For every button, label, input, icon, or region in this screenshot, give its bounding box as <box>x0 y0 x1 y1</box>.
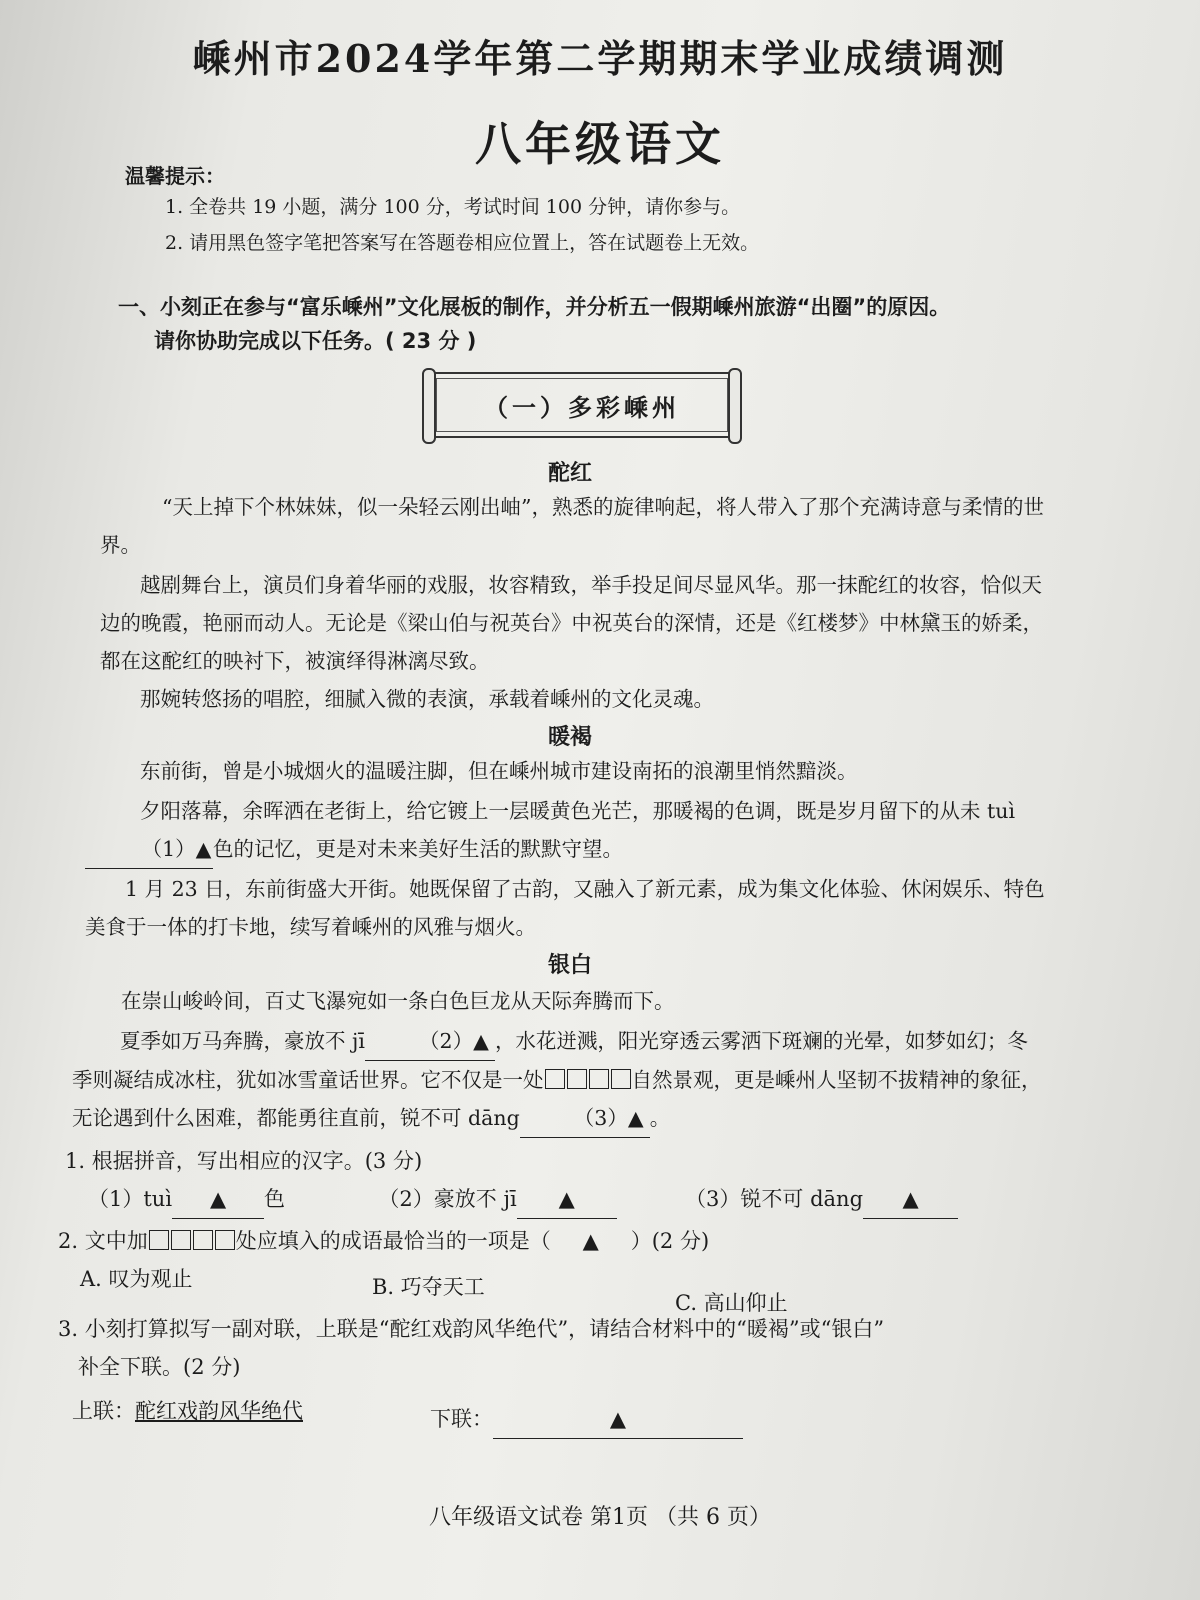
article-paragraph: 1 月 23 日，东前街盛大开街。她既保留了古韵，又融入了新元素，成为集文化体验、休闲娱乐、特色美食于一体的打卡地，续写着嵊州的风雅与烟火。 <box>85 877 1045 939</box>
upper-couplet <box>72 1392 303 1430</box>
paragraph-text: ，水花迸溅，阳光穿透云雾洒下斑斓的光晕，如梦如幻；冬季则凝结成冰柱，犹如冰雪童话世界。它不仅是一处 <box>72 1029 1028 1092</box>
paragraph-text: 色的记忆，更是对未来美好生活的默默守望。 <box>213 837 623 861</box>
exam-subtitle: 八年级语文 <box>475 117 725 171</box>
idiom-box <box>193 1230 213 1250</box>
upper-couplet-label: 上联： <box>72 1399 135 1423</box>
fill-blank-3[interactable]: （3）▲ <box>520 1099 650 1138</box>
question-2-stem <box>58 1222 1058 1260</box>
answer-label: （2）豪放不 jī <box>378 1187 517 1211</box>
idiom-box-group[interactable] <box>544 1068 632 1092</box>
paragraph-text: 夏季如万马奔腾，豪放不 jī <box>120 1029 365 1053</box>
section-heading <box>118 290 1058 358</box>
idiom-box <box>171 1230 191 1250</box>
fill-blank-1[interactable]: （1）▲ <box>85 830 213 869</box>
idiom-box <box>567 1069 587 1089</box>
tips-heading: 温馨提示： <box>125 164 225 188</box>
article-paragraph: 越剧舞台上，演员们身着华丽的戏服，妆容精致，举手投足间尽显风华。那一抹酡红的妆容，恰似天边的晚霞，艳丽而动人。无论是《梁山伯与祝英台》中祝英台的深情，还是《红楼梦》中林黛玉的娇柔，都在这酡红的映衬下，被演绎得淋漓尽致。 <box>100 573 1043 673</box>
question-1-stem: 1. 根据拼音，写出相应的汉字。(3 分) <box>65 1149 423 1173</box>
tip-item: 1. 全卷共 19 小题，满分 100 分，考试时间 100 分钟，请你参与。 <box>165 196 741 218</box>
idiom-box <box>149 1230 169 1250</box>
answer-blank-1[interactable]: ▲ <box>172 1180 264 1219</box>
article-paragraph <box>72 1022 1047 1138</box>
answer-blank-3[interactable]: ▲ <box>863 1180 958 1219</box>
option-c[interactable]: C. 高山仰止 <box>675 1291 788 1315</box>
upper-couplet-text: 酡红戏韵风华绝代 <box>135 1399 303 1423</box>
question-text: 2. 文中加 <box>58 1229 148 1253</box>
paragraph-text: 。 <box>649 1106 671 1130</box>
article-paragraph: 那婉转悠扬的唱腔，细腻入微的表演，承载着嵊州的文化灵魂。 <box>140 687 714 711</box>
page-footer: 八年级语文试卷 第1页 （共 6 页） <box>429 1505 771 1530</box>
question-text: 处应填入的成语最恰当的一项是（ <box>235 1229 551 1253</box>
answer-label: （1）tuì <box>88 1187 173 1211</box>
idiom-box <box>215 1230 235 1250</box>
exam-title: 嵊州市2024学年第二学期期末学业成绩调测 <box>192 36 1008 81</box>
answer-label: 色 <box>264 1187 286 1211</box>
option-a[interactable]: A. 叹为观止 <box>80 1267 193 1291</box>
article-part-title: 暖褐 <box>547 725 592 750</box>
fill-blank-2[interactable]: （2）▲ <box>365 1022 495 1061</box>
answer-label: （3）锐不可 dāng <box>685 1187 864 1211</box>
idiom-box <box>545 1069 565 1089</box>
tip-item: 2. 请用黑色签字笔把答案写在答题卷相应位置上，答在试题卷上无效。 <box>165 232 760 254</box>
option-b[interactable]: B. 巧夺天工 <box>372 1275 485 1299</box>
section-banner-label: （一）多彩嵊州 <box>484 393 680 422</box>
answer-mark[interactable]: ▲ <box>582 1229 599 1253</box>
paragraph-text: 自然景观，更是嵊州人坚韧不拔精神的象征，无论遇到什么困难，都能勇往直前，锐不可 dāng <box>72 1068 1042 1130</box>
lower-couplet <box>430 1400 743 1439</box>
section-heading-line1: 一、小刻正在参与“富乐嵊州”文化展板的制作，并分析五一假期嵊州旅游“出圈”的原因。 <box>118 295 951 319</box>
section-heading-line2: 请你协助完成以下任务。( 23 分 ) <box>154 329 477 353</box>
lower-couplet-label: 下联： <box>430 1407 493 1431</box>
section-banner <box>430 372 734 438</box>
question-3-stem-line2: 补全下联。(2 分) <box>78 1355 241 1379</box>
article-part-title: 酡红 <box>547 461 592 486</box>
question-1-answers <box>88 1180 1088 1219</box>
article-part-title: 银白 <box>547 953 592 978</box>
paragraph-text: 夕阳落幕，余晖洒在老街上，给它镀上一层暖黄色光芒，那暖褐的色调，既是岁月留下的从未 tuì <box>140 799 1016 823</box>
article-paragraph: 在崇山峻岭间，百丈飞瀑宛如一条白色巨龙从天际奔腾而下。 <box>121 989 675 1013</box>
question-3-stem-line1: 3. 小刻打算拟写一副对联，上联是“酡红戏韵风华绝代”，请结合材料中的“暖褐”或“银白” <box>58 1317 885 1341</box>
article-paragraph <box>85 792 1045 869</box>
answer-blank-2[interactable]: ▲ <box>517 1180 617 1219</box>
article-paragraph: “天上掉下个林妹妹，似一朵轻云刚出岫”，熟悉的旋律响起，将人带入了那个充满诗意与柔情的世界。 <box>100 495 1044 557</box>
lower-couplet-blank[interactable]: ▲ <box>493 1400 743 1439</box>
idiom-box <box>589 1069 609 1089</box>
article-paragraph: 东前街，曾是小城烟火的温暖注脚，但在嵊州城市建设南拓的浪潮里悄然黯淡。 <box>140 759 858 783</box>
question-text: ）(2 分) <box>630 1229 710 1253</box>
idiom-box <box>611 1069 631 1089</box>
